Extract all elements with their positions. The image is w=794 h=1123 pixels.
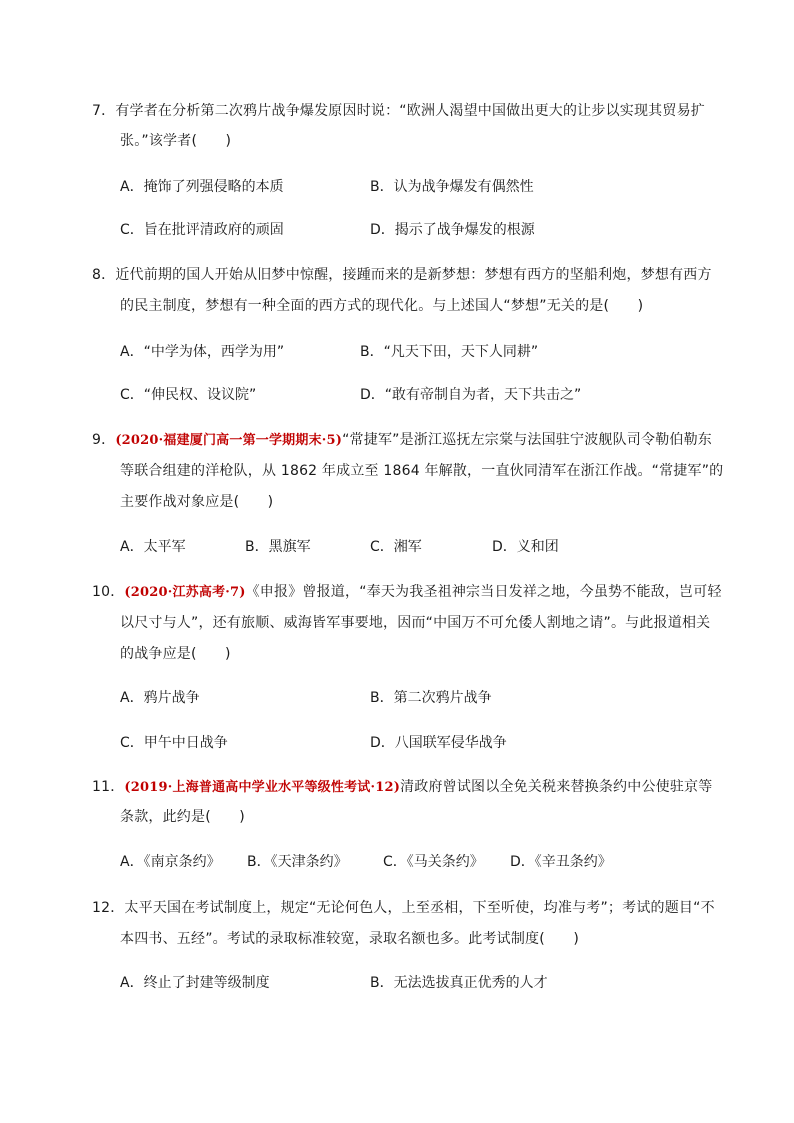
question-text-line: 以尺寸与人”，还有旅顺、威海皆军事要地，因而“中国万不可允倭人割地之请”。与此报道相关 [120,615,711,631]
question-text-line: 的战争应是( ) [120,646,231,662]
option-d[interactable]: D．义和团 [492,539,559,555]
option-b[interactable]: B．黑旗军 [245,539,311,555]
question-source: (2020·江苏高考·7) [124,585,246,600]
option-c[interactable]: C．《马关条约》 [383,854,484,870]
option-a[interactable]: A．“中学为体，西学为用” [120,344,285,360]
option-a[interactable]: A．掩饰了列强侵略的本质 [120,179,284,195]
question-text-line: “常捷军”是浙江巡抚左宗棠与法国驻宁波舰队司令勒伯勒东 [342,432,712,448]
question-number: 7． [92,103,116,119]
option-a[interactable]: A．终止了封建等级制度 [120,975,270,991]
option-b[interactable]: B．“凡天下田，天下人同耕” [360,344,539,360]
option-c[interactable]: C．“伸民权、设议院” [120,387,257,403]
option-d[interactable]: D．揭示了战争爆发的根源 [370,222,535,238]
option-b[interactable]: B．《天津条约》 [247,854,348,870]
question-text-line: 等联合组建的洋枪队，从 1862 年成立至 1864 年解散，一直伙同清军在浙江作战。“常捷军”的 [120,463,724,479]
question-text-line: 近代前期的国人开始从旧梦中惊醒，接踵而来的是新梦想：梦想有西方的坚船利炮，梦想有西方 [115,267,712,283]
question-text-line: 的民主制度，梦想有一种全面的西方式的现代化。与上述国人“梦想”无关的是( ) [120,298,644,314]
option-c[interactable]: C．甲午中日战争 [120,735,228,751]
option-c[interactable]: C．旨在批评清政府的顽固 [120,222,284,238]
question-source: (2020·福建厦门高一第一学期期末·5) [115,433,343,448]
option-a[interactable]: A．《南京条约》 [120,854,221,870]
question-text-line: 《申报》曾报道，“奉天为我圣祖神宗当日发祥之地，今虽势不能敌，岂可轻 [245,584,722,600]
option-b[interactable]: B．认为战争爆发有偶然性 [370,179,534,195]
option-c[interactable]: C．湘军 [370,539,422,555]
option-a[interactable]: A．太平军 [120,539,186,555]
question-text-line: 主要作战对象应是( ) [120,494,274,510]
question-number: 9． [92,432,116,448]
option-a[interactable]: A．鸦片战争 [120,690,200,706]
option-d[interactable]: D．《辛丑条约》 [510,854,612,870]
question-number: 11． [92,779,125,795]
option-d[interactable]: D．“敢有帝制自为者，天下共击之” [360,387,582,403]
option-b[interactable]: B．第二次鸦片战争 [370,690,492,706]
question-text-line: 条款，此约是( ) [120,809,245,825]
question-text-line: 有学者在分析第二次鸦片战争爆发原因时说：“欧洲人渴望中国做出更大的让步以实现其贸易扩 [115,103,705,119]
question-text-line: 太平天国在考试制度上，规定“无论何色人，上至丞相，下至听使，均准与考”；考试的题目“不 [124,900,715,916]
question-source: (2019·上海普通高中学业水平等级性考试·12) [124,780,401,795]
question-number: 8． [92,267,116,283]
option-b[interactable]: B．无法选拔真正优秀的人才 [370,975,548,991]
option-d[interactable]: D．八国联军侵华战争 [370,735,507,751]
question-text-line: 本四书、五经”。考试的录取标准较宽，录取名额也多。此考试制度( ) [120,931,579,947]
question-text-line: 张。”该学者( ) [120,133,232,149]
question-number: 10． [92,584,125,600]
question-number: 12． [92,900,125,916]
question-text-line: 清政府曾试图以全免关税来替换条约中公使驻京等 [400,779,713,795]
